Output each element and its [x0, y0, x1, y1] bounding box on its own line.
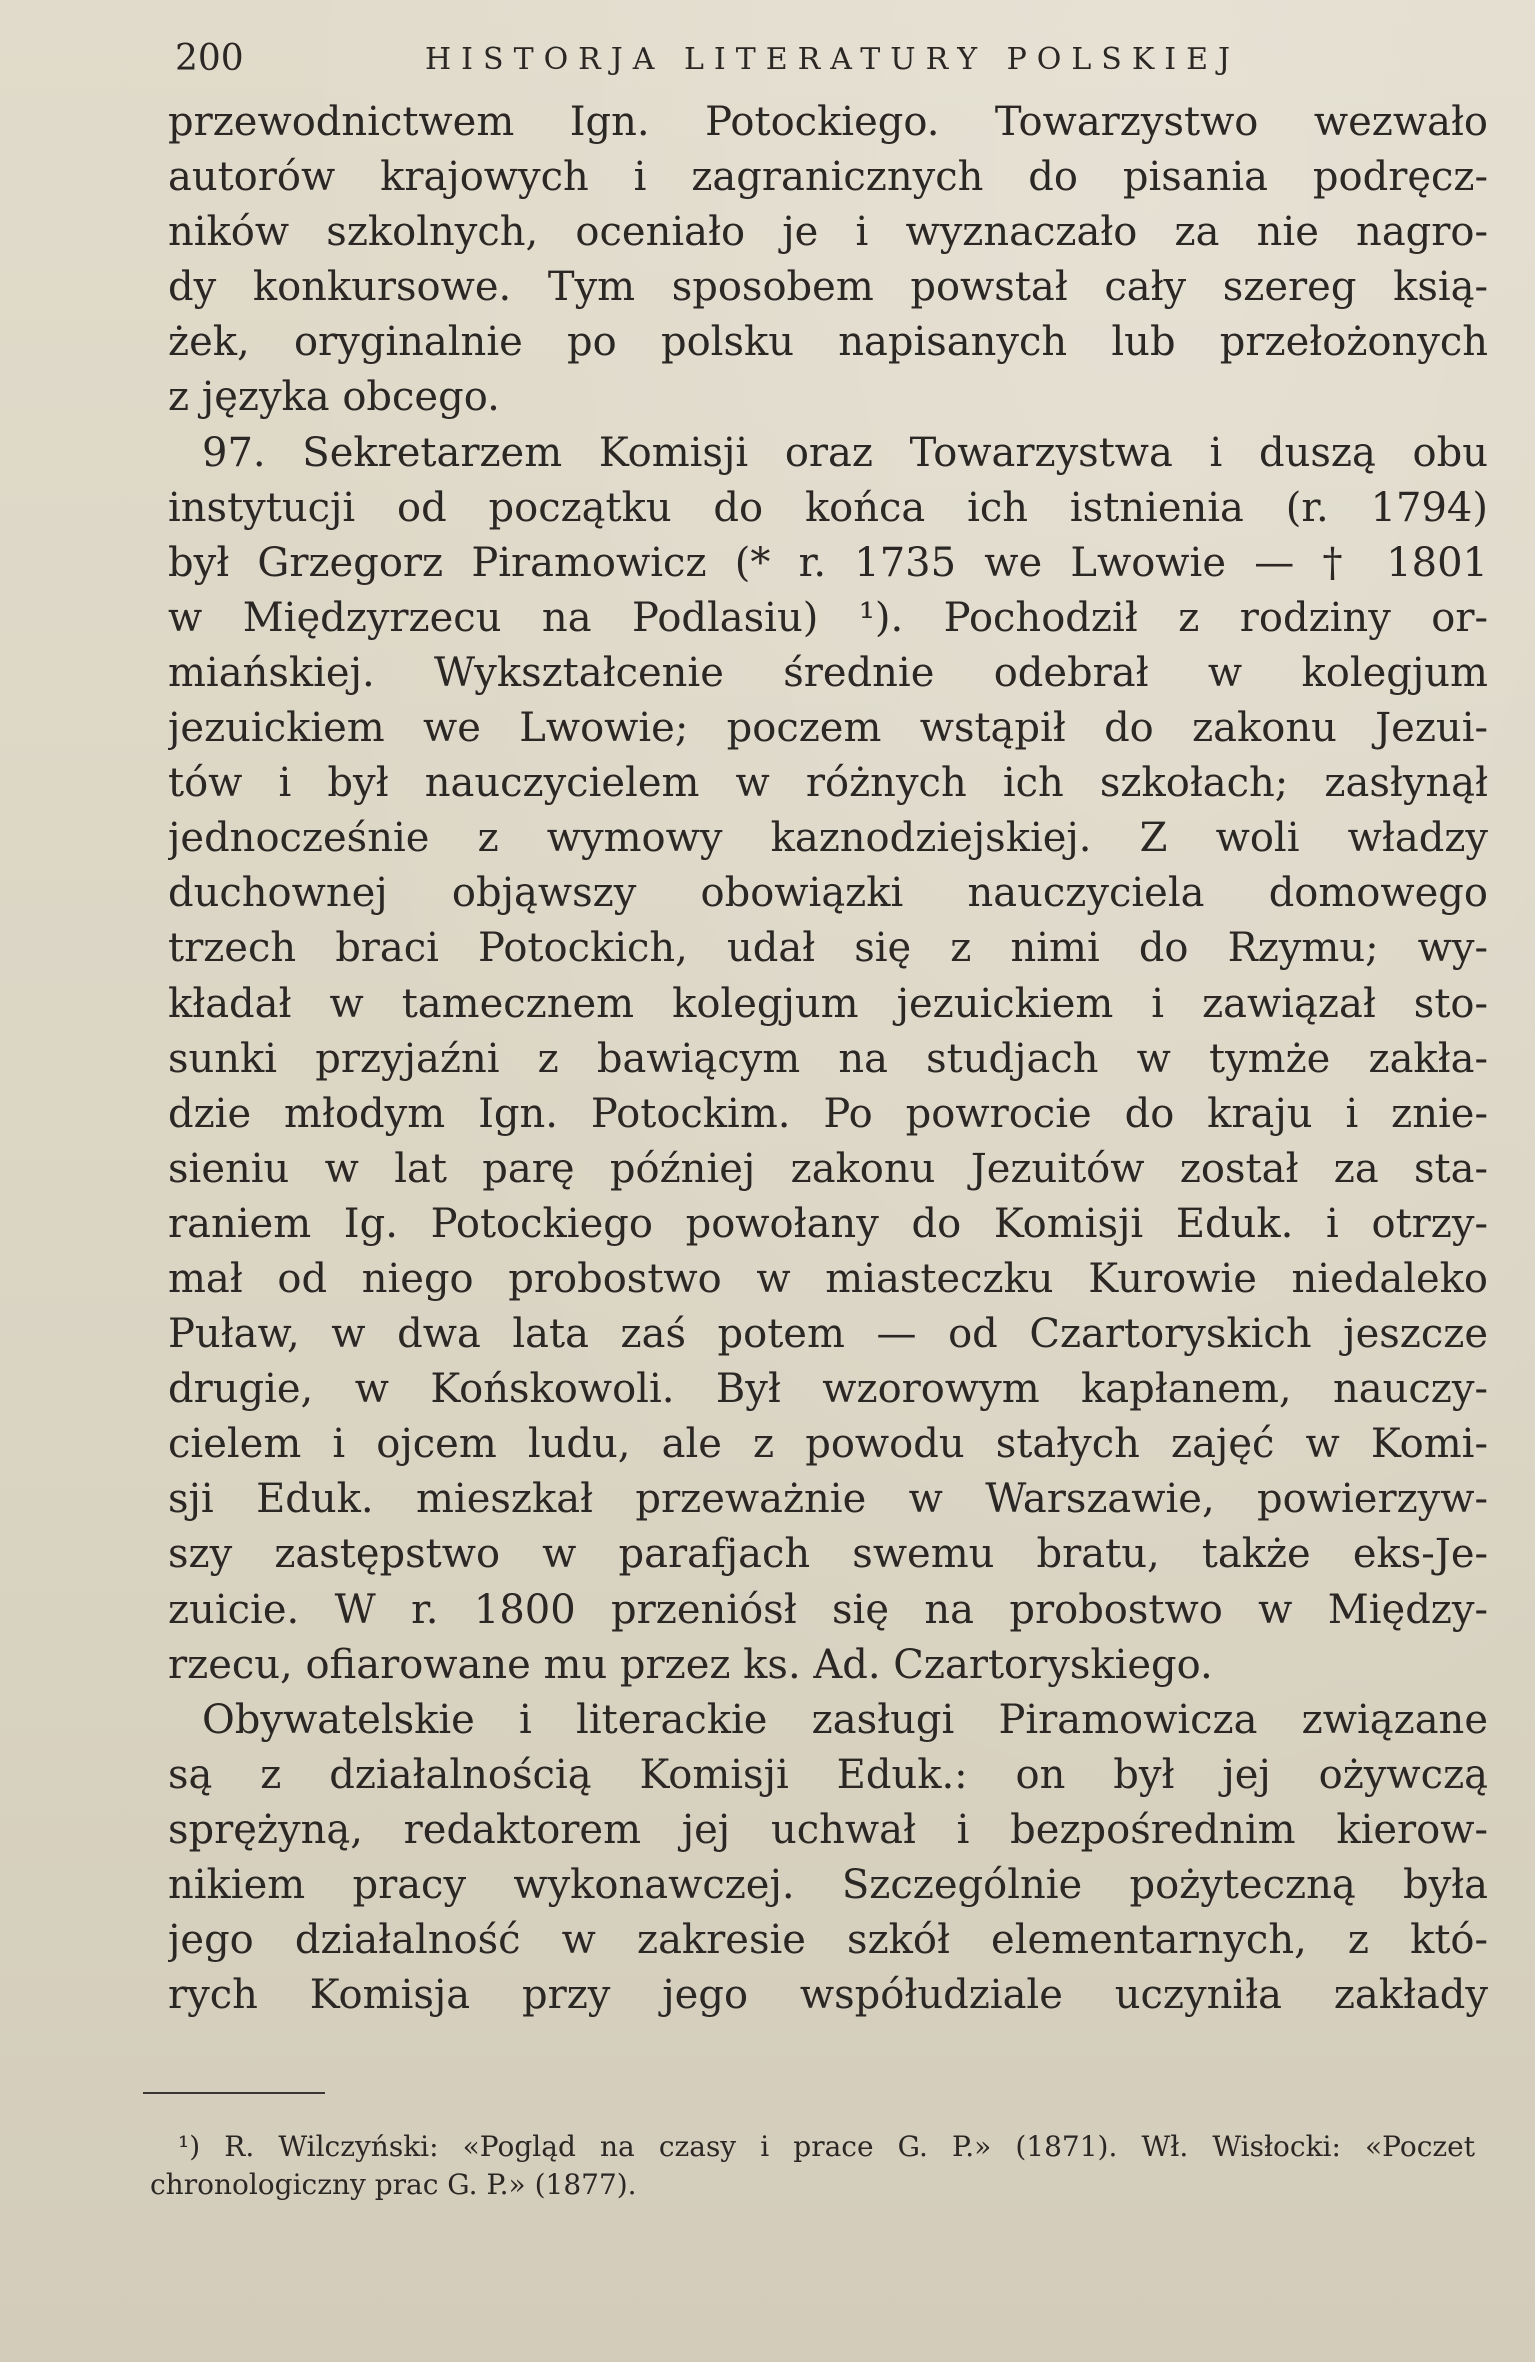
text-line: trzech braci Potockich, udał się z nimi do Rzymu; wy- [168, 925, 1488, 972]
text-line: jezuickiem we Lwowie; poczem wstąpił do zakonu Jezui- [168, 705, 1488, 752]
text-line: rzecu, ofiarowane mu przez ks. Ad. Czartoryskiego. [168, 1641, 1213, 1688]
text-line: rych Komisja przy jego współudziale uczyniła zakłady [168, 1972, 1488, 2019]
body-text [168, 95, 1488, 2023]
text-line: żek, oryginalnie po polsku napisanych lub przełożonych [168, 319, 1488, 366]
text-line: zuicie. W r. 1800 przeniósł się na probostwo w Między- [168, 1586, 1488, 1633]
text-line: był Grzegorz Piramowicz (* r. 1735 we Lwowie — † 1801 [168, 539, 1488, 586]
text-line: dy konkursowe. Tym sposobem powstał cały szereg ksią- [168, 264, 1488, 311]
text-line: sunki przyjaźni z bawiącym na studjach w tymże zakła- [168, 1035, 1488, 1082]
text-line: przewodnictwem Ign. Potockiego. Towarzystwo wezwało [168, 99, 1488, 145]
text-line: sji Eduk. mieszkał przeważnie w Warszawie, powierzyw- [168, 1476, 1488, 1523]
text-line: cielem i ojcem ludu, ale z powodu stałych zajęć w Komi- [168, 1421, 1488, 1468]
text-line: w Międzyrzecu na Podlasiu) ¹). Pochodził z rodziny or- [168, 594, 1488, 641]
running-head: HISTORJA LITERATURY POLSKIEJ [425, 42, 1241, 77]
text-line: szy zastępstwo w parafjach swemu bratu, także eks-Je- [168, 1531, 1488, 1578]
text-line: z języka obcego. [168, 374, 500, 421]
page-header [175, 30, 1475, 90]
text-line: mał od niego probostwo w miasteczku Kurowie niedaleko [168, 1255, 1488, 1302]
text-line: kładał w tamecznem kolegjum jezuickiem i zawiązał sto- [168, 980, 1488, 1027]
text-line: sieniu w lat parę później zakonu Jezuitów został za sta- [168, 1145, 1488, 1192]
text-line: jednocześnie z wymowy kaznodziejskiej. Z woli władzy [168, 815, 1488, 862]
text-line: miańskiej. Wykształcenie średnie odebrał w kolegjum [168, 649, 1488, 696]
paragraph-start-line: 97. Sekretarzem Komisji oraz Towarzystwa i duszą obu [202, 429, 1488, 476]
text-line: ników szkolnych, oceniało je i wyznaczało za nie nagro- [168, 209, 1488, 256]
text-line: jego działalność w zakresie szkół elementarnych, z któ- [168, 1917, 1488, 1964]
text-line: raniem Ig. Potockiego powołany do Komisji Eduk. i otrzy- [168, 1200, 1488, 1247]
footnotes [150, 2128, 1475, 2204]
footnote-divider [143, 2092, 325, 2094]
text-line: duchownej objąwszy obowiązki nauczyciela domowego [168, 870, 1488, 917]
footnote-line: ¹) R. Wilczyński: «Pogląd na czasy i prace G. P.» (1871). Wł. Wisłocki: «Poczet [178, 2130, 1475, 2163]
text-line: Puław, w dwa lata zaś potem — od Czartoryskich jeszcze [168, 1311, 1488, 1358]
text-line: autorów krajowych i zagranicznych do pisania podręcz- [168, 154, 1488, 201]
text-line: sprężyną, redaktorem jej uchwał i bezpośrednim kierow- [168, 1806, 1488, 1853]
text-line: dzie młodym Ign. Potockim. Po powrocie do kraju i znie- [168, 1090, 1488, 1137]
paragraph-start-line: Obywatelskie i literackie zasługi Piramowicza związane [202, 1696, 1488, 1743]
text-line: tów i był nauczycielem w różnych ich szkołach; zasłynął [168, 760, 1488, 807]
text-line: są z działalnością Komisji Eduk.: on był jej ożywczą [168, 1751, 1488, 1798]
text-line: nikiem pracy wykonawczej. Szczególnie pożyteczną była [168, 1862, 1488, 1908]
text-line: drugie, w Końskowoli. Był wzorowym kapłanem, nauczy- [168, 1366, 1488, 1413]
page-number: 200 [175, 38, 244, 79]
text-line: instytucji od początku do końca ich istnienia (r. 1794) [168, 484, 1488, 531]
footnote-line: chronologiczny prac G. P.» (1877). [150, 2168, 637, 2201]
